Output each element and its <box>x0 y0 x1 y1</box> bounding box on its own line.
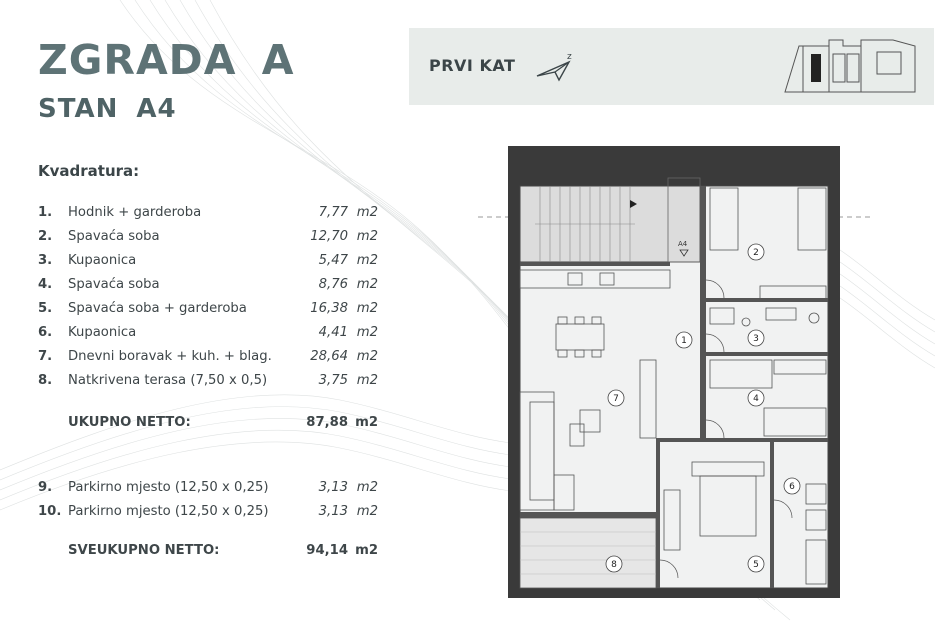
compass-arrow-icon <box>535 50 581 84</box>
area-row <box>38 277 378 297</box>
staircase <box>520 178 700 262</box>
area-row <box>38 205 378 225</box>
area-name: Spavaća soba + garderoba <box>68 301 247 316</box>
net-total-value: 87,88 <box>306 415 348 430</box>
floor-label: PRVI KAT <box>429 56 516 75</box>
svg-text:8: 8 <box>611 560 617 570</box>
area-row <box>38 349 378 369</box>
area-name: Kupaonica <box>68 325 137 340</box>
svg-text:5: 5 <box>753 560 759 570</box>
grand-total-row <box>38 543 378 563</box>
area-value: 7,77 <box>318 205 348 220</box>
terrace <box>520 518 656 588</box>
area-unit: m2 <box>356 253 378 268</box>
building-title: ZGRADA A <box>38 36 295 84</box>
area-row <box>38 325 378 345</box>
area-name: Kupaonica <box>68 253 137 268</box>
area-row <box>38 373 378 393</box>
room-marker-2 <box>748 244 764 260</box>
area-name: Spavaća soba <box>68 277 160 292</box>
area-name: Hodnik + garderoba <box>68 205 202 220</box>
area-name: Dnevni boravak + kuh. + blag. <box>68 349 272 364</box>
parking-name: Parkirno mjesto (12,50 x 0,25) <box>68 504 269 519</box>
svg-text:z: z <box>567 52 572 62</box>
parking-value: 3,13 <box>318 504 348 519</box>
grand-total-unit: m2 <box>355 543 378 558</box>
area-unit: m2 <box>356 205 378 220</box>
room-marker-1 <box>676 332 692 348</box>
floor-plan <box>470 140 890 622</box>
area-unit: m2 <box>356 373 378 388</box>
area-num: 5. <box>38 301 53 316</box>
area-name: Natkrivena terasa (7,50 x 0,5) <box>68 373 268 388</box>
area-value: 12,70 <box>310 229 348 244</box>
floor-banner <box>409 28 934 105</box>
room-marker-3 <box>748 330 764 346</box>
grand-total-value: 94,14 <box>306 543 348 558</box>
svg-text:4: 4 <box>753 394 759 404</box>
parking-row <box>38 480 378 500</box>
svg-text:1: 1 <box>681 336 687 346</box>
area-unit: m2 <box>356 301 378 316</box>
area-row <box>38 253 378 273</box>
net-total-unit: m2 <box>355 415 378 430</box>
svg-text:6: 6 <box>789 482 795 492</box>
area-unit: m2 <box>356 229 378 244</box>
net-total-row <box>38 415 378 435</box>
area-heading: Kvadratura: <box>38 162 140 180</box>
svg-text:7: 7 <box>613 394 619 404</box>
svg-text:2: 2 <box>753 248 759 258</box>
parking-num: 10. <box>38 504 62 519</box>
parking-row <box>38 504 378 524</box>
svg-text:3: 3 <box>753 334 759 344</box>
grand-total-label: SVEUKUPNO NETTO: <box>68 543 220 558</box>
area-num: 1. <box>38 205 53 220</box>
area-num: 7. <box>38 349 53 364</box>
area-num: 6. <box>38 325 53 340</box>
stair-label: A4 <box>678 240 688 248</box>
area-unit: m2 <box>356 277 378 292</box>
area-row <box>38 229 378 249</box>
area-value: 5,47 <box>318 253 348 268</box>
area-value: 16,38 <box>310 301 348 316</box>
room-marker-5 <box>748 556 764 572</box>
room-marker-8 <box>606 556 622 572</box>
building-locator-icon <box>781 36 921 96</box>
apartment-title: STAN A4 <box>38 94 177 124</box>
area-num: 8. <box>38 373 53 388</box>
area-num: 4. <box>38 277 53 292</box>
room-marker-4 <box>748 390 764 406</box>
area-value: 4,41 <box>318 325 348 340</box>
area-name: Spavaća soba <box>68 229 160 244</box>
parking-num: 9. <box>38 480 53 495</box>
area-value: 8,76 <box>318 277 348 292</box>
parking-unit: m2 <box>356 504 378 519</box>
area-unit: m2 <box>356 349 378 364</box>
room-marker-6 <box>784 478 800 494</box>
area-value: 3,75 <box>318 373 348 388</box>
parking-unit: m2 <box>356 480 378 495</box>
area-row <box>38 301 378 321</box>
net-total-label: UKUPNO NETTO: <box>68 415 191 430</box>
area-unit: m2 <box>356 325 378 340</box>
parking-name: Parkirno mjesto (12,50 x 0,25) <box>68 480 269 495</box>
area-value: 28,64 <box>310 349 348 364</box>
room-marker-7 <box>608 390 624 406</box>
parking-value: 3,13 <box>318 480 348 495</box>
area-num: 2. <box>38 229 53 244</box>
area-num: 3. <box>38 253 53 268</box>
